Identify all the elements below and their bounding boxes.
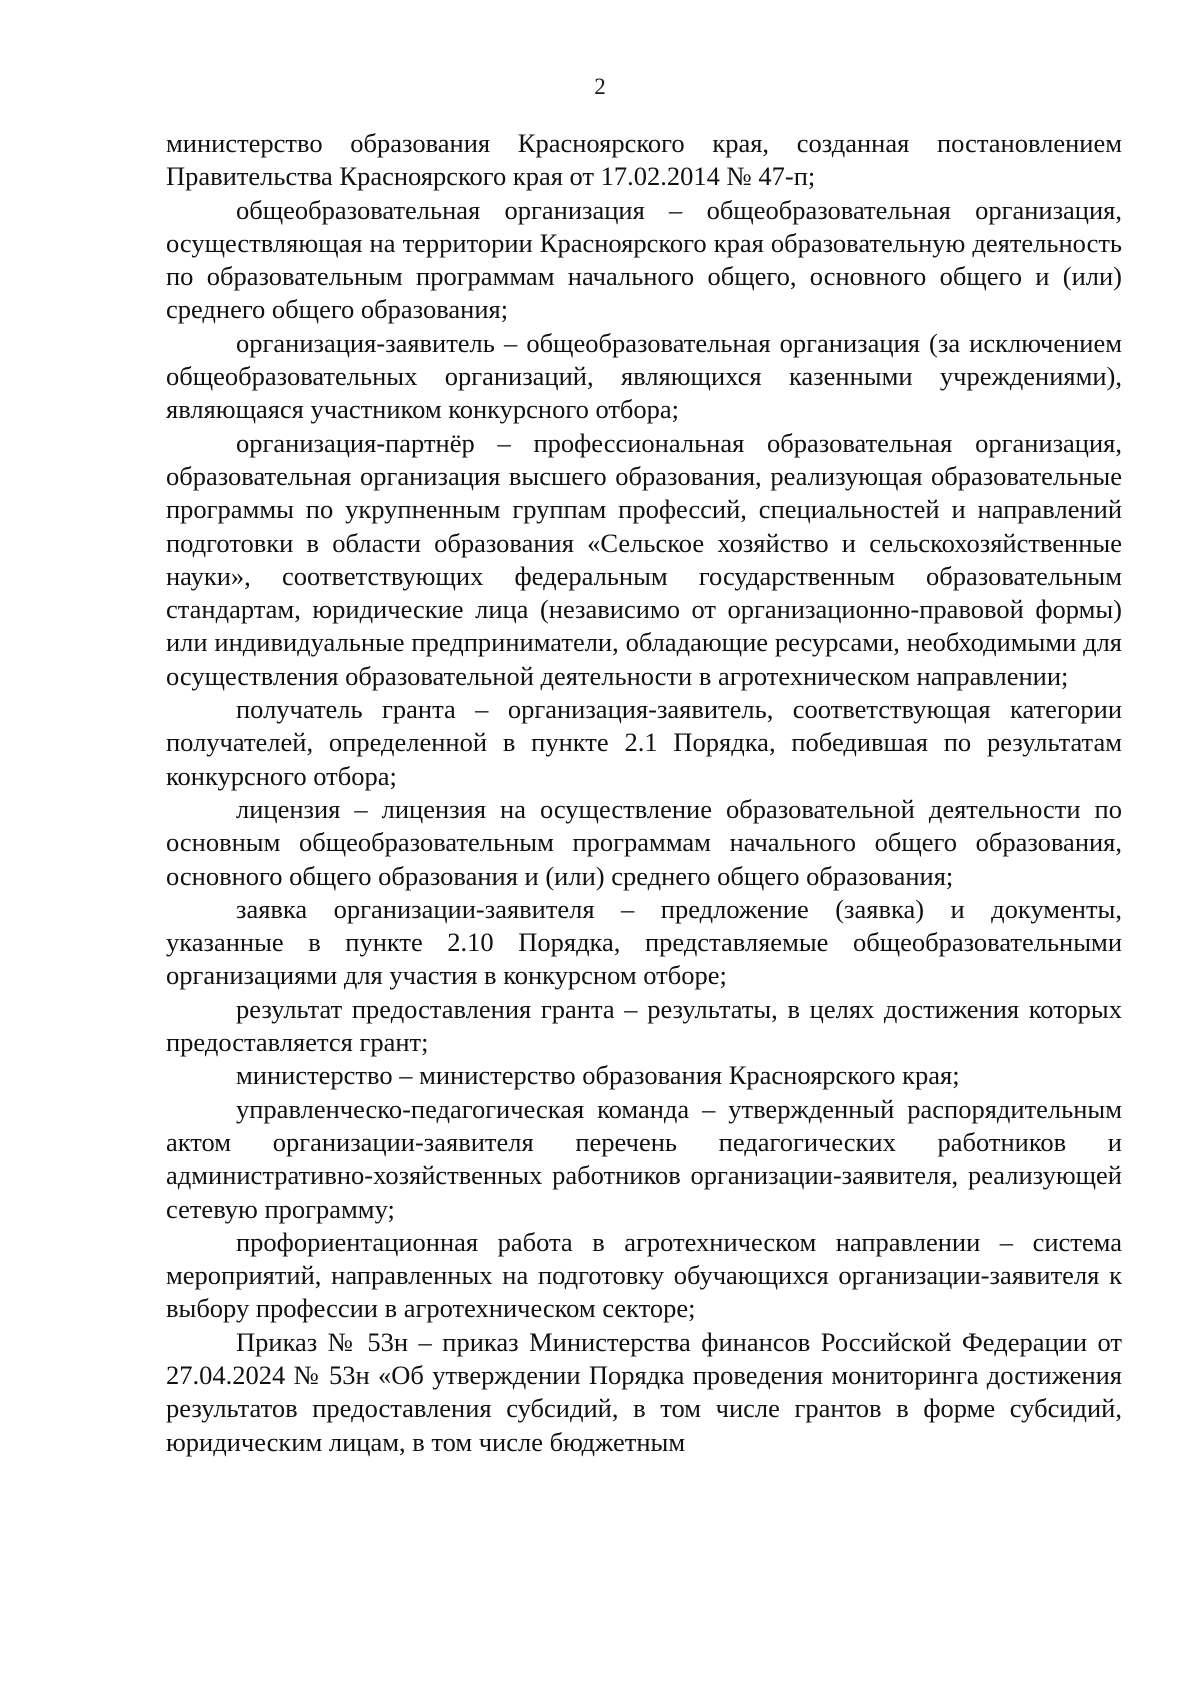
paragraph-definition-management-team: управленческо-педагогическая команда – утвержденный распорядительным актом организации-заявителя перечень педагогических работников и административно-хозяйственных работников организации-заявителя, реализующей сетевую программу; [166, 1093, 1122, 1224]
document-body [166, 127, 1122, 1459]
paragraph-definition-career-guidance: профориентационная работа в агротехническом направлении – система мероприятий, направленных на подготовку обучающихся организации-заявителя к выбору профессии в агротехническом секторе; [166, 1226, 1122, 1324]
paragraph-definition-license: лицензия – лицензия на осуществление образовательной деятельности по основным общеобразовательным программам начального общего образования, основного общего образования и (или) среднего общего образования; [166, 793, 1122, 891]
paragraph-definition-ministry: министерство – министерство образования Красноярского края; [236, 1060, 960, 1091]
paragraph-definition-partner-org: организация-партнёр – профессиональная образовательная организация, образовательная организация высшего образования, реализующая образовательные программы по укрупненным группам профессий, специальностей и направлений подготовки в области образования «Сельское хозяйство и сельскохозяйственные науки», соответствующих федеральным государственным образовательным стандартам, юридические лица (независимо от организационно-правовой формы) или индивидуальные предприниматели, обладающие ресурсами, необходимыми для осуществления образовательной деятельности в агротехническом направлении; [166, 427, 1122, 691]
paragraph-definition-application: заявка организации-заявителя – предложение (заявка) и документы, указанные в пункте 2.10 Порядка, представляемые общеобразовательными организациями для участия в конкурсном отборе; [166, 893, 1122, 991]
paragraph-definition-grant-result: результат предоставления гранта – результаты, в целях достижения которых предоставляется грант; [166, 993, 1122, 1058]
paragraph-definition-grant-recipient: получатель гранта – организация-заявитель, соответствующая категории получателей, определенной в пункте 2.1 Порядка, победившая по результатам конкурсного отбора; [166, 694, 1122, 791]
paragraph-continuation: министерство образования Красноярского края, созданная постановлением Правительства Красноярского края от 17.02.2014 № 47-п; [166, 128, 1122, 192]
paragraph-definition-general-education-org: общеобразовательная организация – общеобразовательная организация, осуществляющая на территории Красноярского края образовательную деятельность по образовательным программам начального общего, основного общего и (или) среднего общего образования; [166, 194, 1122, 325]
paragraph-definition-applicant-org: организация-заявитель – общеобразовательная организация (за исключением общеобразовательных организаций, являющихся казенными учреждениями), являющаяся участником конкурсного отбора; [166, 327, 1122, 425]
page-number: 2 [594, 74, 606, 99]
paragraph-definition-order-53n: Приказ № 53н – приказ Министерства финансов Российской Федерации от 27.04.2024 № 53н «Об утверждении Порядка проведения мониторинга достижения результатов предоставления субсидий, в том числе грантов в форме субсидий, юридическим лицам, в том числе бюджетным [166, 1326, 1122, 1457]
